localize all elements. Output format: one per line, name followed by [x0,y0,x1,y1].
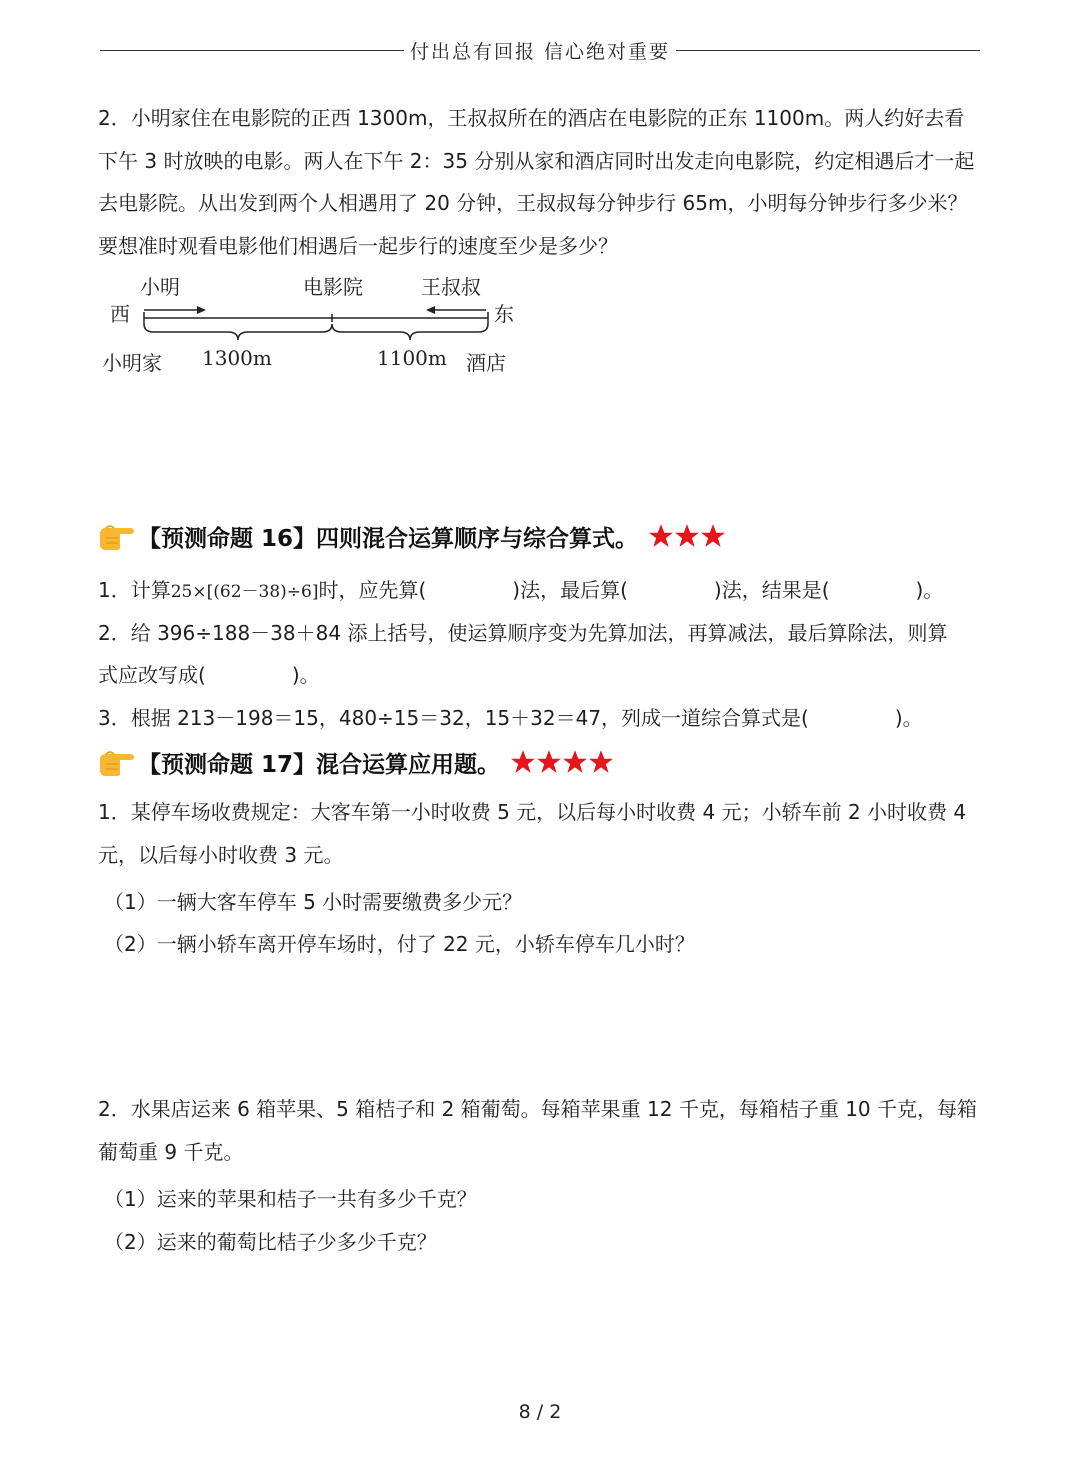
section-17-heading: 【预测命题 17】混合运算应用题。 [138,751,501,778]
q1-part-d: )法，结果是( [713,578,830,602]
section-17-q1: 1．某停车场收费规定：大客车第一小时收费 5 元，以后每小时收费 4 元；小轿车前 2 小时收费 4 元，以后每小时收费 3 元。 [98,800,967,867]
label-west: 西 [110,302,130,326]
label-dist-1100: 1100m [377,346,447,370]
section-17-q2-sub1: （1）运来的苹果和桔子一共有多少千克？ [104,1187,477,1211]
section-16-stars [648,523,726,549]
q1-part-e: )。 [915,578,944,602]
label-hotel: 酒店 [466,351,506,375]
arrowhead-left [426,306,435,314]
pointing-hand-icon [96,520,136,552]
page-number: 8 / 2 [518,1401,562,1423]
section-17-q2: 2．水果店运来 6 箱苹果、5 箱桔子和 2 箱葡萄。每箱苹果重 12 千克，每箱桔子重 10 千克，每箱葡萄重 9 千克。 [98,1097,978,1164]
distance-diagram [100,268,530,388]
label-xiaoming: 小明 [140,275,180,299]
pointing-hand-icon [96,746,136,778]
section-16-q1 [98,574,943,603]
section-16-q3 [98,702,923,731]
q1-part-c: )法，最后算( [512,578,628,602]
section-17-q1-sub1: （1）一辆大客车停车 5 小时需要缴费多少元？ [104,890,523,914]
star-icon [700,523,726,549]
section-16-heading: 【预测命题 16】四则混合运算顺序与综合算式。 [138,525,639,552]
label-uncle: 王叔叔 [421,275,481,299]
header-rule-left [100,50,404,51]
q2-line2-a: 式应改写成( [98,663,206,687]
q1-part-b: 时，应先算( [318,578,427,602]
star-icon [674,523,700,549]
section-17-stars [510,749,614,775]
star-icon [588,749,614,775]
q2-line2-b: )。 [291,663,320,687]
brace-right [332,324,488,340]
section-17-q2-sub2: （2）运来的葡萄比桔子少多少千克？ [104,1230,437,1254]
label-east: 东 [494,302,514,326]
q1-formula: 25×[(62－38)÷6] [170,582,319,602]
q1-prefix: 1．计算 [98,578,171,602]
header-rule-right [676,50,980,51]
section-16-q2-line2 [98,659,320,688]
arrowhead-right [197,306,206,314]
q3-b: )。 [894,706,923,730]
star-icon [648,523,674,549]
header-motto: 付出总有回报 信心绝对重要 [409,40,671,63]
label-dist-1300: 1300m [202,346,272,370]
star-icon [562,749,588,775]
star-icon [536,749,562,775]
label-home: 小明家 [102,351,162,375]
problem-2-text: 2．小明家住在电影院的正西 1300m，王叔叔所在的酒店在电影院的正东 1100m。两人约好去看下午 3 时放映的电影。两人在下午 2：35 分别从家和酒店同时出发走向电影院，约定相遇后才一起去电影院。从出发到两个人相遇用了 20 分钟，王叔叔每分钟步行 65m，小明每分钟步行多少米？要想准时观看电影他们相遇后一起步行的速度至少是多少？ [98,106,975,258]
page-header [100,36,980,64]
section-17-title [96,742,614,782]
section-16-q2-line1: 2．给 396÷188－38＋84 添上括号，使运算顺序变为先算加法，再算减法，最后算除法，则算 [98,621,948,645]
label-cinema: 电影院 [303,275,363,299]
section-16-title [96,516,726,556]
star-icon [510,749,536,775]
section-17-q1-sub2: （2）一辆小轿车离开停车场时，付了 22 元，小轿车停车几小时？ [104,932,695,956]
brace-left [144,324,332,340]
q3-a: 3．根据 213－198＝15，480÷15＝32，15＋32＝47，列成一道综合算式是( [98,706,809,730]
